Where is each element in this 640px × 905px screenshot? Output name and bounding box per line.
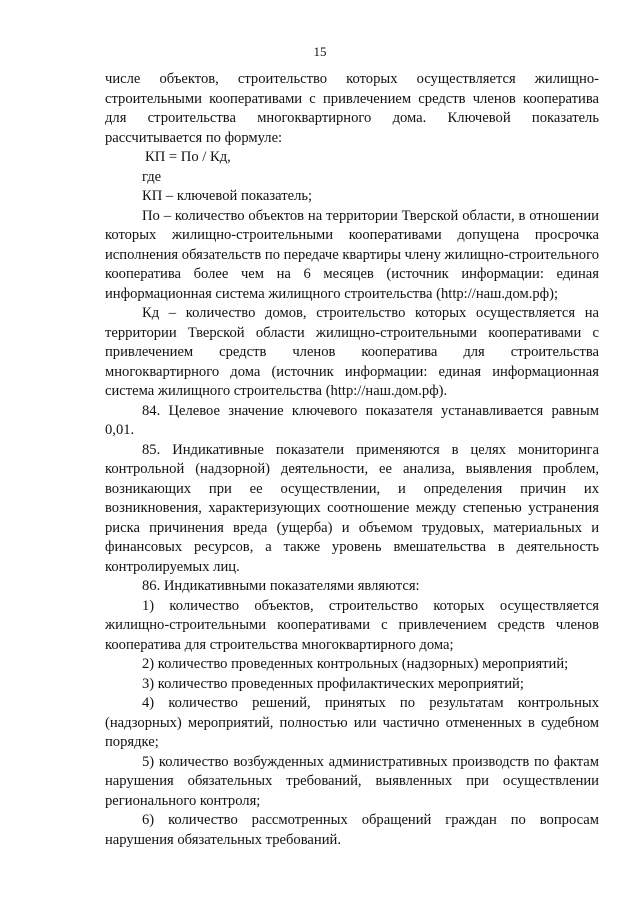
clause-86: 86. Индикативными показателями являются: xyxy=(142,578,420,594)
definition-kd: Кд – количество домов, строительство которых осуществляется на территории Тверской области жилищно-строительными кооперативами с привлечением средств членов кооператива для строительства многоквартирного дома (источник информации: единая информационная система жилищного строительства (http://наш.дом.рф). xyxy=(105,305,599,399)
where-label: где xyxy=(142,168,162,185)
list-item-1: 1) количество объектов, строительство которых осуществляется жилищно-строительными кооперативами с привлечением средств членов кооператива для строительства многоквартирного дома; xyxy=(105,597,599,653)
list-item-3: 3) количество проведенных профилактических мероприятий; xyxy=(142,675,524,692)
list-item-6: 6) количество рассмотренных обращений граждан по вопросам нарушения обязательных требований. xyxy=(105,812,599,848)
paragraph-intro: числе объектов, строительство которых осуществляется жилищно-строительными кооперативами с привлечением средств членов кооператива для строительства многоквартирного дома. Ключевой показатель рассчитывается по формуле: xyxy=(105,71,599,146)
clause-85: 85. Индикативные показатели применяются в целях мониторинга контрольной (надзорной) деятельности, ее анализа, выявления проблем, возникающих при ее осуществлении, и определения причин их возникновения, характеризующих соотношение между степенью устранения риска причинения вреда (ущерба) и объемом трудовых, материальных и финансовых ресурсов, а также уровень вмешательства в деятельность контролируемых лиц. xyxy=(105,441,599,575)
list-item-2: 2) количество проведенных контрольных (надзорных) мероприятий; xyxy=(142,656,569,672)
definition-kp: КП – ключевой показатель; xyxy=(142,188,313,204)
clause-84: 84. Целевое значение ключевого показателя устанавливается равным 0,01. xyxy=(105,402,599,438)
page-number: 15 xyxy=(313,44,327,59)
definition-po: По – количество объектов на территории Тверской области, в отношении которых жилищно-строительными кооперативами допущена просрочка исполнения обязательств по передаче квартиры члену жилищно-строительного кооператива более чем на 6 месяцев (источник информации: единая информационная система жилищного строительства (http://наш.дом.рф); xyxy=(105,207,599,302)
list-item-5: 5) количество возбужденных административных производств по фактам нарушения обязательных требований, выявленных при осуществлении регионального контроля; xyxy=(105,753,599,809)
document-body xyxy=(105,70,599,850)
formula: КП = По / Кд, xyxy=(145,149,231,165)
list-item-4: 4) количество решений, принятых по результатам контрольных (надзорных) мероприятий, полностью или частично отмененных в судебном порядке; xyxy=(105,695,599,750)
